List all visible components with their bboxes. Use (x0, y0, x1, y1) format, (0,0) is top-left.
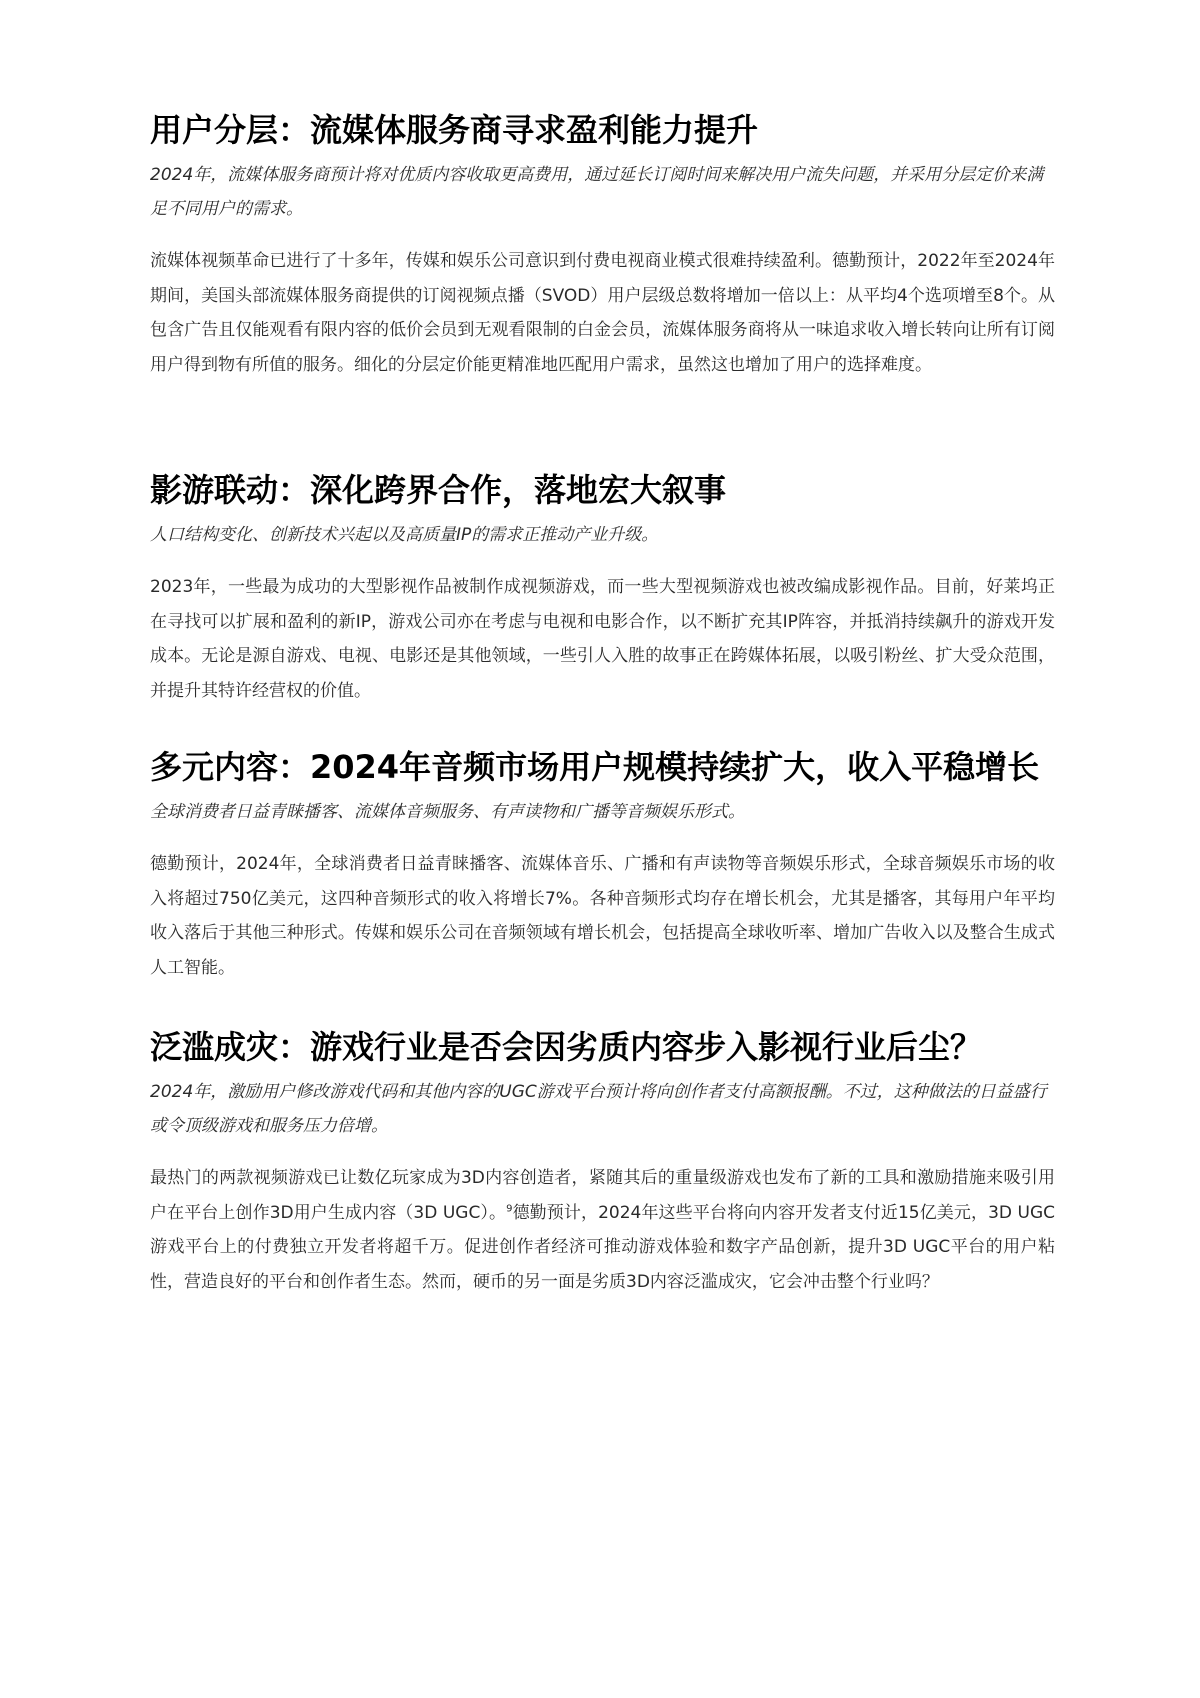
section-lede: 人口结构变化、创新技术兴起以及高质量IP的需求正推动产业升级。 (150, 525, 659, 545)
section-title: 多元内容：2024年音频市场用户规模持续扩大，收入平稳增长 (150, 748, 1040, 786)
section-title: 影游联动：深化跨界合作，落地宏大叙事 (150, 471, 727, 509)
section-user-tiering (150, 108, 1055, 382)
section-lede: 2024年，流媒体服务商预计将对优质内容收取更高费用，通过延长订阅时间来解决用户流失问题，并采用分层定价来满足不同用户的需求。 (150, 165, 1044, 219)
section-body: 德勤预计，2024年，全球消费者日益青睐播客、流媒体音乐、广播和有声读物等音频娱乐形式，全球音频娱乐市场的收入将超过750亿美元，这四种音频形式的收入将增长7%。各种音频形式均存在增长机会，尤其是播客，其每用户年平均收入落后于其他三种形式。传媒和娱乐公司在音频领域有增长机会，包括提高全球收听率、增加广告收入以及整合生成式人工智能。 (150, 854, 1055, 978)
section-title: 用户分层：流媒体服务商寻求盈利能力提升 (150, 111, 759, 149)
section-body (150, 1161, 1055, 1299)
footnote-marker[interactable]: 9 (506, 1202, 513, 1214)
section-film-game-linkage (150, 468, 1055, 708)
section-body: 2023年，一些最为成功的大型影视作品被制作成视频游戏，而一些大型视频游戏也被改编成影视作品。目前，好莱坞正在寻找可以扩展和盈利的新IP，游戏公司亦在考虑与电视和电影合作，以不断扩充其IP阵容，并抵消持续飙升的游戏开发成本。无论是源自游戏、电视、电影还是其他领域，一些引人入胜的故事正在跨媒体拓展，以吸引粉丝、扩大受众范围，并提升其特许经营权的价值。 (150, 577, 1055, 701)
section-title: 泛滥成灾：游戏行业是否会因劣质内容步入影视行业后尘？ (150, 1028, 983, 1066)
section-audio-market (150, 745, 1055, 985)
section-ugc-flood (150, 1025, 1055, 1299)
section-body: 流媒体视频革命已进行了十多年，传媒和娱乐公司意识到付费电视商业模式很难持续盈利。德勤预计，2022年至2024年期间，美国头部流媒体服务商提供的订阅视频点播（SVOD）用户层级总数将增加一倍以上：从平均4个选项增至8个。从包含广告且仅能观看有限内容的低价会员到无观看限制的白金会员，流媒体服务商将从一味追求收入增长转向让所有订阅用户得到物有所值的服务。细化的分层定价能更精准地匹配用户需求，虽然这也增加了用户的选择难度。 (150, 251, 1055, 375)
section-lede: 全球消费者日益青睐播客、流媒体音频服务、有声读物和广播等音频娱乐形式。 (150, 802, 745, 822)
body-text-part-1: 最热门的两款视频游戏已让数亿玩家成为3D内容创造者，紧随其后的重量级游戏也发布了新的工具和激励措施来吸引用户在平台上创作3D用户生成内容（3D UGC）。 (150, 1168, 1055, 1223)
body-text-part-2: 德勤预计，2024年这些平台将向内容开发者支付近15亿美元，3D UGC游戏平台上的付费独立开发者将超千万。促进创作者经济可推动游戏体验和数字产品创新，提升3D UGC平台的用户粘性，营造良好的平台和创作者生态。然而，硬币的另一面是劣质3D内容泛滥成灾，它会冲击整个行业吗？ (150, 1202, 1055, 1292)
section-lede: 2024年，激励用户修改游戏代码和其他内容的UGC游戏平台预计将向创作者支付高额报酬。不过，这种做法的日益盛行或令顶级游戏和服务压力倍增。 (150, 1082, 1047, 1136)
